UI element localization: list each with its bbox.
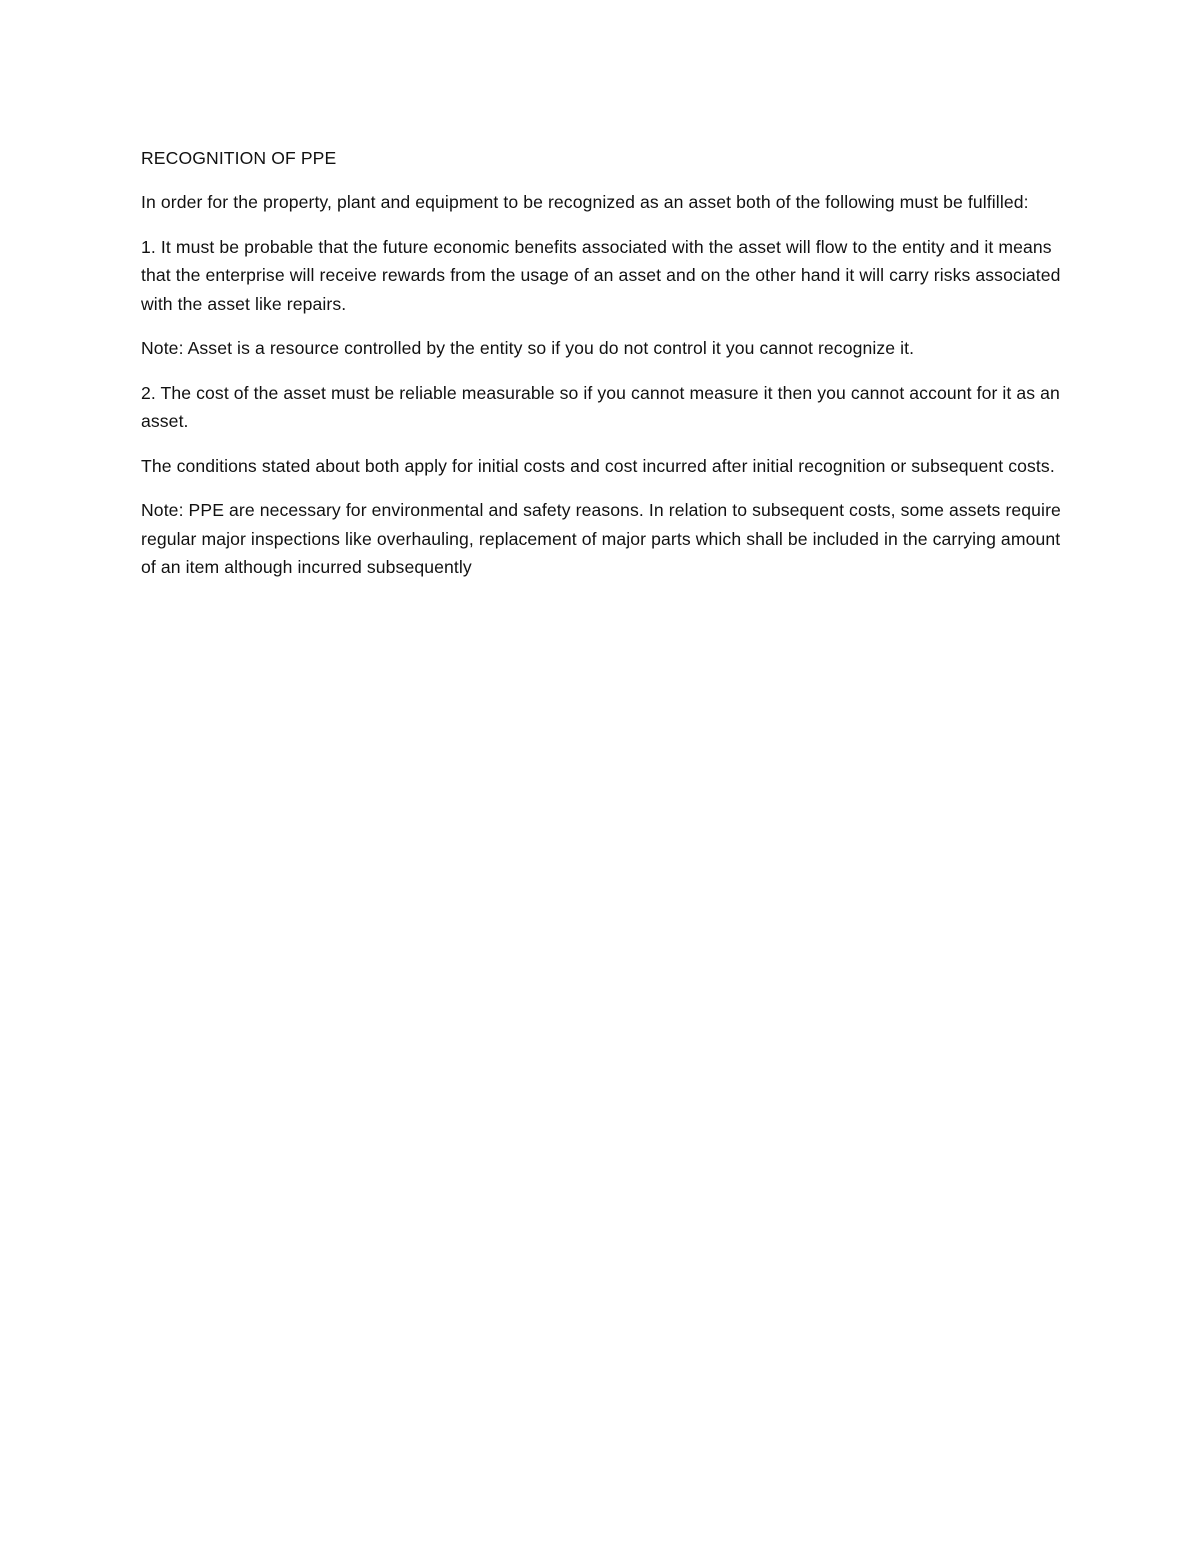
paragraph-conditions-apply: The conditions stated about both apply for initial costs and cost incurred after initial recognition or subsequent costs. [141, 455, 1055, 476]
paragraph-note-asset: Note: Asset is a resource controlled by the entity so if you do not control it you cannot recognize it. [141, 338, 915, 358]
paragraph-note-ppe: Note: PPE are necessary for environmental and safety reasons. In relation to subsequent costs, some assets require regular major inspections like overhauling, replacement of major parts which shall be included in the carrying amount of an item although incurred subsequently [141, 500, 1061, 577]
document-body [141, 144, 1066, 598]
paragraph-intro: In order for the property, plant and equipment to be recognized as an asset both of the following must be fulfilled: [141, 192, 1029, 212]
document-heading: RECOGNITION OF PPE [141, 148, 337, 168]
paragraph-condition-1: 1. It must be probable that the future economic benefits associated with the asset will flow to the entity and it means that the enterprise will receive rewards from the usage of an asset and on the other hand it will carry risks associated with the asset like repairs. [141, 236, 1061, 314]
paragraph-condition-2: 2. The cost of the asset must be reliable measurable so if you cannot measure it then you cannot account for it as an asset. [141, 382, 1060, 431]
